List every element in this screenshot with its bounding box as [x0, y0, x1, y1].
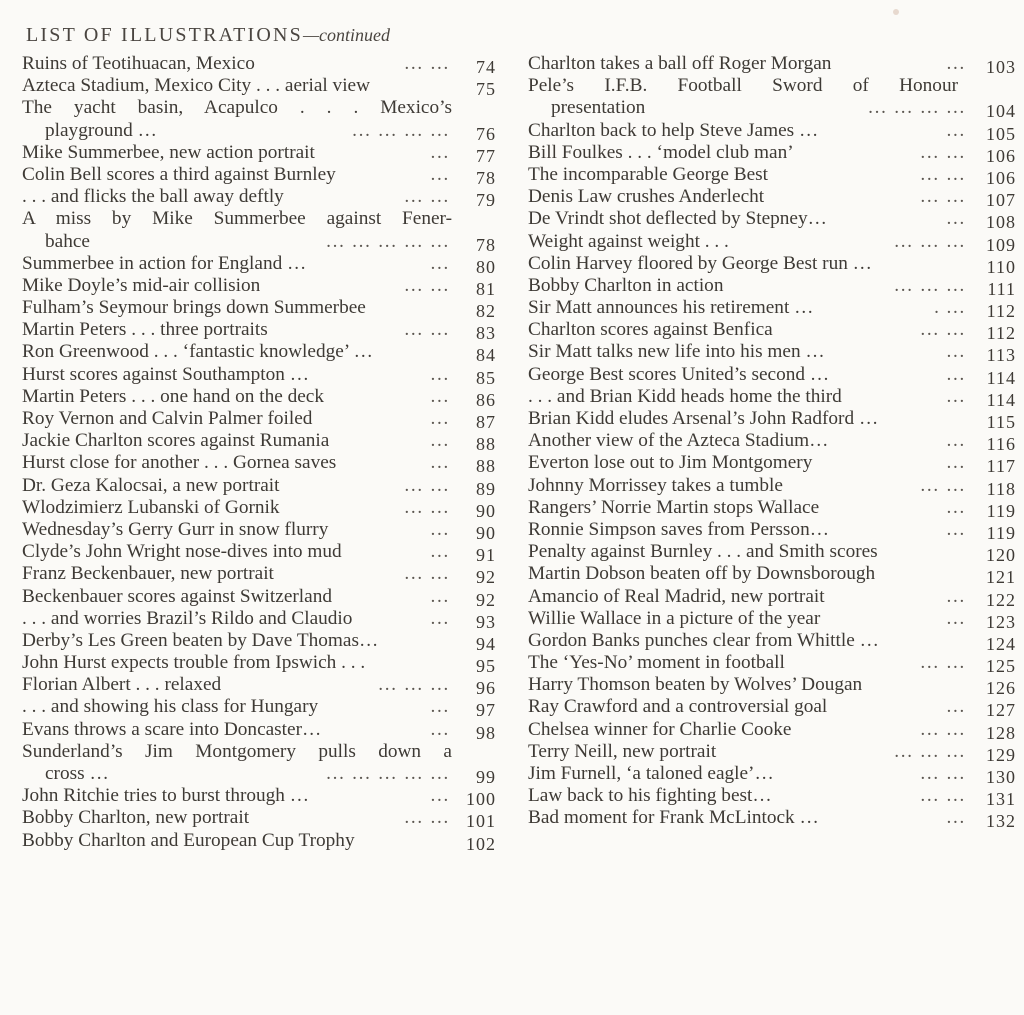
entry-title: Harry Thomson beaten by Wolves’ Dougan	[528, 674, 863, 696]
dot-leader: . …	[934, 297, 966, 319]
entry-title: Franz Beckenbauer, new portrait	[22, 563, 274, 585]
dot-leader: …	[945, 496, 966, 518]
illustration-entry	[22, 231, 502, 253]
dot-leader: …	[429, 718, 450, 740]
illustration-entry	[22, 719, 502, 741]
entry-title: Terry Neill, new portrait	[528, 740, 717, 762]
dot-leader: … …	[919, 474, 966, 496]
page-number: 121	[986, 567, 1016, 588]
page-number: 76	[476, 123, 496, 144]
illustration-entry	[22, 341, 502, 366]
page-number: 112	[986, 301, 1016, 322]
dot-leader: … …	[403, 53, 450, 74]
illustration-entry	[528, 341, 1016, 366]
illustration-entry	[528, 541, 1016, 566]
dot-leader: …	[945, 518, 966, 540]
page-number: 88	[476, 434, 496, 455]
dot-leader: … …	[403, 186, 450, 208]
entry-title: Chelsea winner for Charlie Cooke	[528, 718, 792, 740]
dot-leader: …	[429, 518, 450, 540]
illustration-entry	[22, 830, 502, 852]
page-number: 91	[476, 545, 496, 566]
page-number: 79	[476, 190, 496, 211]
dot-leader: …	[945, 696, 966, 718]
entry-title: Hurst close for another . . . Gornea saves	[22, 452, 337, 474]
illustration-entry	[22, 652, 502, 677]
entry-title: playground …	[45, 119, 157, 141]
entry-title: Gordon Banks punches clear from Whittle …	[528, 629, 879, 651]
illustration-entry	[528, 231, 1016, 253]
entry-title: Wlodzimierz Lubanski of Gornik	[22, 496, 280, 518]
illustration-entry	[528, 452, 1016, 477]
page-number: 94	[476, 633, 496, 654]
page-number: 108	[986, 212, 1016, 233]
illustration-entry	[528, 319, 1016, 344]
entry-title: Dr. Geza Kalocsai, a new portrait	[22, 474, 280, 496]
dot-leader: …	[945, 363, 966, 385]
right-column	[528, 53, 1016, 830]
page-number: 113	[986, 345, 1016, 366]
entry-title: presentation	[551, 97, 646, 119]
page-number: 104	[986, 101, 1016, 122]
page-number: 90	[476, 522, 496, 543]
page-number: 111	[987, 278, 1016, 299]
page-number: 130	[986, 767, 1016, 787]
dot-leader: …	[945, 585, 966, 607]
entry-title: Penalty against Burnley . . . and Smith scores	[528, 541, 878, 563]
illustration-entry	[22, 785, 502, 810]
entry-title: Bobby Charlton and European Cup Trophy	[22, 829, 355, 851]
dot-leader: … …	[403, 474, 450, 496]
page-number: 84	[476, 345, 496, 366]
page-number: 92	[476, 567, 496, 588]
dot-leader: … …	[919, 319, 966, 341]
illustration-entry	[528, 253, 1016, 275]
page-number: 98	[476, 722, 496, 743]
page-number: 117	[986, 456, 1016, 477]
entry-title: Ron Greenwood . . . ‘fantastic knowledge’ …	[22, 341, 373, 363]
page-number: 101	[466, 811, 496, 832]
entry-title: Martin Peters . . . one hand on the deck	[22, 385, 324, 407]
entry-title: Bill Foulkes . . . ‘model club man’	[528, 141, 794, 163]
illustration-entry	[22, 696, 502, 721]
entry-title: Evans throws a scare into Doncaster…	[22, 718, 322, 740]
page-number: 80	[476, 256, 496, 277]
entry-title: Ray Crawford and a controversial goal	[528, 696, 828, 718]
illustration-entry	[22, 164, 502, 186]
entry-title: A miss by Mike Summerbee against Fener-	[22, 208, 452, 230]
page-number: 125	[986, 656, 1016, 677]
entry-title: Law back to his fighting best…	[528, 785, 772, 807]
entry-title: Fulham’s Seymour brings down Summerbee	[22, 297, 366, 319]
entry-title: Bobby Charlton, new portrait	[22, 807, 250, 829]
dot-leader: …	[945, 208, 966, 230]
page-number: 96	[476, 678, 496, 699]
entry-title: John Hurst expects trouble from Ipswich . . .	[22, 652, 366, 674]
page-number: 126	[986, 678, 1016, 699]
entry-title: Another view of the Azteca Stadium…	[528, 430, 829, 452]
illustration-entry	[528, 674, 1016, 699]
entry-title: Bobby Charlton in action	[528, 274, 724, 296]
dot-leader: … …	[919, 186, 966, 208]
dot-leader: …	[429, 696, 450, 718]
illustration-entry	[22, 297, 502, 322]
page-number: 86	[476, 389, 496, 410]
illustration-entry	[22, 75, 502, 100]
page-number: 114	[986, 367, 1016, 388]
illustration-entry	[528, 763, 1016, 785]
entry-title: bahce	[45, 230, 90, 252]
entry-title: Pele’s I.F.B. Football Sword of Honour	[528, 75, 958, 97]
entry-title: Amancio of Real Madrid, new portrait	[528, 585, 825, 607]
illustration-entry	[22, 408, 502, 430]
page-number: 114	[986, 389, 1016, 410]
entry-title: Roy Vernon and Calvin Palmer foiled	[22, 408, 313, 429]
page-number: 78	[476, 234, 496, 255]
dot-leader: …	[429, 785, 450, 807]
page-number: 83	[476, 323, 496, 344]
page-number: 74	[476, 57, 496, 77]
illustration-entry	[528, 719, 1016, 741]
illustration-entry	[528, 186, 1016, 211]
dot-leader: … …	[919, 163, 966, 185]
dot-leader: … …	[403, 563, 450, 585]
page-number: 82	[476, 301, 496, 322]
entry-title: Mike Doyle’s mid-air collision	[22, 274, 261, 296]
entry-title: Weight against weight . . .	[528, 230, 729, 252]
illustration-entry	[528, 164, 1016, 186]
entry-title: Martin Peters . . . three portraits	[22, 319, 268, 341]
entry-title: Sir Matt talks new life into his men …	[528, 341, 825, 363]
illustration-entry	[22, 807, 502, 832]
dot-leader: …	[429, 363, 450, 385]
page-number: 127	[986, 700, 1016, 721]
page-number: 131	[986, 789, 1016, 810]
illustration-entry	[528, 386, 1016, 408]
dot-leader: …	[945, 341, 966, 363]
entry-title: . . . and worries Brazil’s Rildo and Claudio	[22, 607, 353, 629]
illustration-entry	[22, 475, 502, 497]
entry-title: Ruins of Teotihuacan, Mexico	[22, 53, 255, 74]
dot-leader: … … … …	[867, 97, 966, 119]
page-number: 78	[476, 167, 496, 188]
entry-title: . . . and flicks the ball away deftly	[22, 186, 284, 208]
heading-continued: —continued	[302, 25, 390, 45]
dot-leader: … … …	[893, 740, 966, 762]
dot-leader: …	[429, 607, 450, 629]
illustration-entry	[528, 53, 1016, 75]
heading-main: LIST OF ILLUSTRATIONS	[26, 24, 303, 46]
illustration-entry	[528, 652, 1016, 677]
page-number: 109	[986, 234, 1016, 255]
illustration-entry	[22, 741, 502, 763]
dot-leader: … …	[919, 763, 966, 784]
page-number: 100	[466, 789, 496, 810]
illustration-entry	[22, 364, 502, 386]
page-number: 123	[986, 611, 1016, 632]
page-number: 106	[986, 145, 1016, 166]
dot-leader: … … … … …	[325, 763, 450, 784]
dot-leader: …	[429, 141, 450, 163]
page-number: 106	[986, 167, 1016, 188]
entry-title: Mike Summerbee, new action portrait	[22, 141, 315, 163]
entry-title: . . . and Brian Kidd heads home the third	[528, 385, 842, 407]
illustration-entry	[528, 741, 1016, 763]
illustration-entry	[22, 519, 502, 541]
entry-title: Jim Furnell, ‘a taloned eagle’…	[528, 763, 774, 784]
page-number: 93	[476, 611, 496, 632]
entry-title: Clyde’s John Wright nose-dives into mud	[22, 541, 342, 563]
entry-title: Martin Dobson beaten off by Downsborough	[528, 563, 876, 585]
dot-leader: … … …	[893, 230, 966, 252]
page-number: 90	[476, 500, 496, 521]
entry-title: Summerbee in action for England …	[22, 252, 307, 274]
dot-leader: …	[429, 541, 450, 563]
entry-title: . . . and showing his class for Hungary	[22, 696, 319, 718]
dot-leader: …	[945, 807, 966, 829]
entry-title: Bad moment for Frank McLintock …	[528, 807, 819, 829]
entry-title: Johnny Morrissey takes a tumble	[528, 474, 783, 496]
entry-title: The ‘Yes-No’ moment in football	[528, 652, 785, 674]
dot-leader: … …	[919, 785, 966, 807]
illustration-entry	[528, 696, 1016, 721]
illustration-entry	[22, 253, 502, 275]
page-number: 81	[476, 278, 496, 299]
illustration-entry	[22, 120, 502, 142]
illustration-entry	[22, 142, 502, 164]
entry-title: cross …	[45, 763, 109, 784]
page-number: 105	[986, 123, 1016, 144]
entry-title: Everton lose out to Jim Montgomery	[528, 452, 813, 474]
illustration-entry	[528, 497, 1016, 519]
illustration-entry	[528, 630, 1016, 652]
dot-leader: … …	[919, 652, 966, 674]
illustration-entry	[528, 208, 1016, 233]
entry-title: The yacht basin, Acapulco . . . Mexico’s	[22, 97, 452, 119]
illustration-entry	[22, 430, 502, 455]
dot-leader: … … … …	[351, 119, 450, 141]
paper-speck	[893, 9, 899, 15]
illustration-entry	[528, 297, 1016, 322]
page-number: 77	[476, 145, 496, 166]
left-column	[22, 53, 502, 852]
illustration-entry	[528, 120, 1016, 142]
entry-title: Jackie Charlton scores against Rumania	[22, 430, 330, 452]
illustration-entry	[528, 586, 1016, 608]
entry-title: Sir Matt announces his retirement …	[528, 297, 814, 319]
dot-leader: …	[945, 452, 966, 474]
entry-title: John Ritchie tries to burst through …	[22, 785, 310, 807]
page-number: 119	[986, 522, 1016, 543]
page-number: 107	[986, 190, 1016, 211]
page-number: 103	[986, 57, 1016, 77]
entry-title: Colin Harvey floored by George Best run …	[528, 252, 872, 274]
entry-title: Charlton takes a ball off Roger Morgan	[528, 53, 832, 74]
entry-title: George Best scores United’s second …	[528, 363, 830, 385]
illustration-entry	[22, 208, 502, 230]
page-number: 120	[986, 545, 1016, 566]
entry-title: Denis Law crushes Anderlecht	[528, 186, 765, 208]
illustration-entry	[528, 275, 1016, 297]
dot-leader: …	[945, 607, 966, 629]
illustration-entry	[528, 608, 1016, 630]
page-number: 115	[986, 412, 1016, 432]
entry-title: Azteca Stadium, Mexico City . . . aerial view	[22, 75, 371, 97]
illustration-entry	[22, 386, 502, 408]
illustration-entry	[528, 430, 1016, 455]
page-number: 129	[986, 744, 1016, 765]
page-number: 75	[476, 79, 496, 100]
page-number: 88	[476, 456, 496, 477]
illustration-entry	[528, 475, 1016, 497]
dot-leader: … …	[919, 718, 966, 740]
entry-title: Hurst scores against Southampton …	[22, 363, 310, 385]
page-number: 110	[986, 256, 1016, 277]
entry-title: Florian Albert . . . relaxed	[22, 674, 222, 696]
dot-leader: … …	[919, 141, 966, 163]
page-number: 122	[986, 589, 1016, 610]
entry-title: Brian Kidd eludes Arsenal’s John Radford …	[528, 408, 879, 429]
dot-leader: …	[429, 252, 450, 274]
illustration-entry	[22, 541, 502, 566]
illustration-entry	[22, 319, 502, 344]
illustration-entry	[22, 97, 502, 119]
illustration-entry	[22, 452, 502, 477]
illustration-entry	[528, 364, 1016, 386]
dot-leader: …	[429, 452, 450, 474]
dot-leader: …	[429, 385, 450, 407]
dot-leader: … … …	[893, 274, 966, 296]
illustration-entry	[528, 408, 1016, 430]
dot-leader: …	[429, 430, 450, 452]
dot-leader: …	[945, 430, 966, 452]
page-number: 97	[476, 700, 496, 721]
entry-title: De Vrindt shot deflected by Stepney…	[528, 208, 827, 230]
dot-leader: …	[945, 53, 966, 74]
dot-leader: …	[945, 385, 966, 407]
page-number: 92	[476, 589, 496, 610]
illustration-entry	[22, 497, 502, 519]
entry-title: Rangers’ Norrie Martin stops Wallace	[528, 496, 820, 518]
entry-title: Charlton back to help Steve James …	[528, 119, 819, 141]
illustration-entry	[22, 608, 502, 630]
illustration-entry	[528, 563, 1016, 588]
dot-leader: …	[429, 585, 450, 607]
page-number: 95	[476, 656, 496, 677]
illustration-entry	[22, 630, 502, 652]
page-number: 112	[986, 323, 1016, 344]
dot-leader: … …	[403, 319, 450, 341]
illustration-entry	[528, 75, 1016, 97]
dot-leader: … …	[403, 274, 450, 296]
page-number: 89	[476, 478, 496, 499]
page-number: 99	[476, 767, 496, 787]
page-number: 87	[476, 412, 496, 432]
dot-leader: … …	[403, 496, 450, 518]
entry-title: Wednesday’s Gerry Gurr in snow flurry	[22, 518, 329, 540]
dot-leader: … …	[403, 807, 450, 829]
page-number: 124	[986, 633, 1016, 654]
dot-leader: …	[429, 163, 450, 185]
entry-title: The incomparable George Best	[528, 163, 769, 185]
page-number: 116	[986, 434, 1016, 455]
entry-title: Willie Wallace in a picture of the year	[528, 607, 821, 629]
entry-title: Colin Bell scores a third against Burnley	[22, 163, 336, 185]
page-number: 102	[466, 833, 496, 854]
page-heading	[26, 24, 390, 47]
illustration-entry	[528, 785, 1016, 810]
illustration-entry	[22, 586, 502, 608]
entry-title: Beckenbauer scores against Switzerland	[22, 585, 332, 607]
page-number: 128	[986, 722, 1016, 743]
dot-leader: …	[945, 119, 966, 141]
page-number: 119	[986, 500, 1016, 521]
entry-title: Derby’s Les Green beaten by Dave Thomas…	[22, 629, 379, 651]
illustration-entry	[22, 674, 502, 699]
illustration-entry	[22, 563, 502, 588]
illustration-entry	[22, 53, 502, 75]
entry-title: Ronnie Simpson saves from Persson…	[528, 518, 829, 540]
dot-leader: … … … … …	[325, 230, 450, 252]
dot-leader: …	[429, 408, 450, 429]
illustration-entry	[528, 97, 1016, 122]
entry-title: Sunderland’s Jim Montgomery pulls down a	[22, 740, 452, 762]
illustration-entry	[528, 519, 1016, 541]
illustration-entry	[528, 142, 1016, 164]
page-number: 132	[986, 811, 1016, 832]
page-number: 118	[986, 478, 1016, 499]
page-number: 85	[476, 367, 496, 388]
illustration-entry	[528, 807, 1016, 832]
illustration-entry	[22, 186, 502, 211]
dot-leader: … … …	[377, 674, 450, 696]
entry-title: Charlton scores against Benfica	[528, 319, 773, 341]
illustration-entry	[22, 275, 502, 297]
illustration-entry	[22, 763, 502, 785]
